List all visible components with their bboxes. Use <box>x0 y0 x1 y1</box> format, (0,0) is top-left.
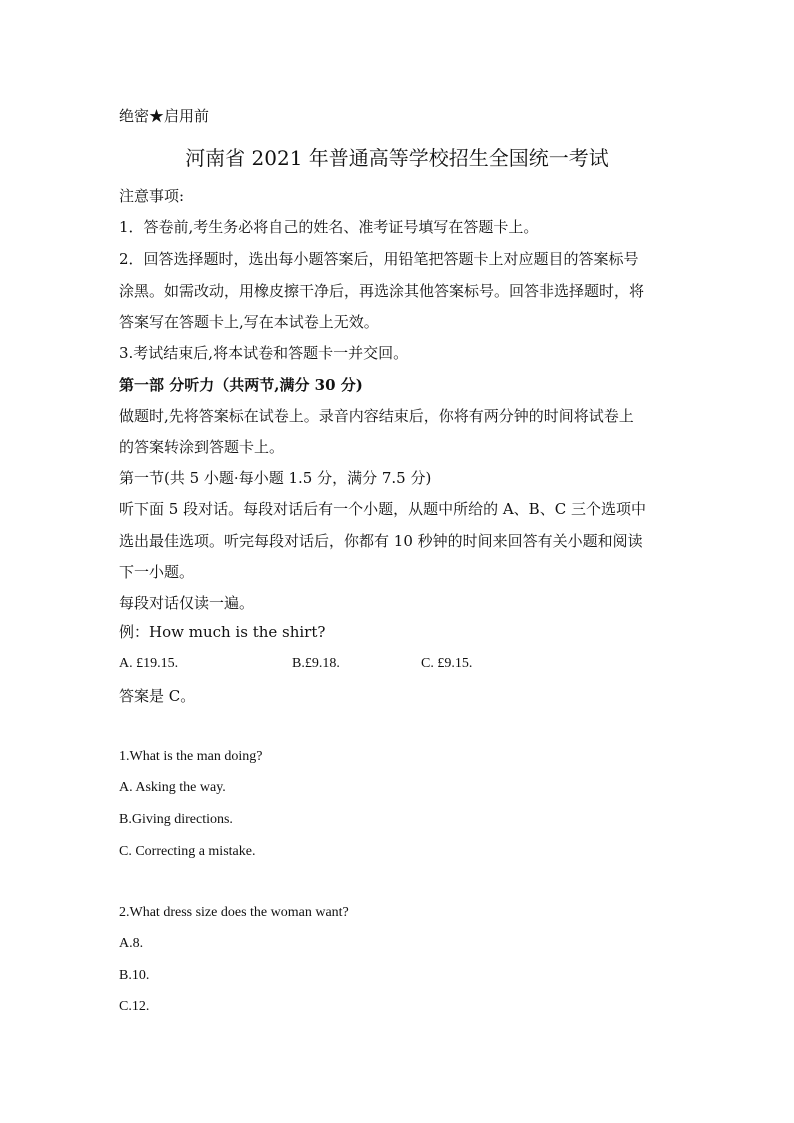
example-question: 例：How much is the shirt? <box>119 623 326 641</box>
part1-intro-line-1: 做题时,先将答案标在试卷上。录音内容结束后，你将有两分钟的时间将试卷上 <box>119 407 634 425</box>
notice-item-2-line-1: 2．回答选择题时，选出每小题答案后，用铅笔把答题卡上对应题目的答案标号 <box>119 250 639 268</box>
notice-item-2-line-2: 涂黑。如需改动，用橡皮擦干净后，再选涂其他答案标号。回答非选择题时，将 <box>119 282 645 300</box>
question-2-option-b: B.10. <box>119 968 150 983</box>
question-1: 1.What is the man doing? <box>119 749 263 764</box>
page-title: 河南省 2021 年普通高等学校招生全国统一考试 <box>185 146 609 170</box>
section1-instruction-line-1: 听下面 5 段对话。每段对话后有一个小题，从题中所给的 A、B、C 三个选项中 <box>119 500 646 518</box>
secret-label: 绝密★启用前 <box>119 107 210 125</box>
question-2: 2.What dress size does the woman want? <box>119 905 349 920</box>
question-1-option-c: C. Correcting a mistake. <box>119 844 256 859</box>
notice-item-2-line-3: 答案写在答题卡上,写在本试卷上无效。 <box>119 313 379 331</box>
section1-instruction-line-3: 下一小题。 <box>119 563 195 581</box>
section1-read-once: 每段对话仅读一遍。 <box>119 594 255 612</box>
section1-heading: 第一节(共 5 小题·每小题 1.5 分，满分 7.5 分) <box>119 469 432 487</box>
example-option-a: A. £19.15. <box>119 656 179 671</box>
question-2-option-c: C.12. <box>119 999 150 1014</box>
example-answer: 答案是 C。 <box>119 687 196 705</box>
section1-instruction-line-2: 选出最佳选项。听完每段对话后，你都有 10 秒钟的时间来回答有关小题和阅读 <box>119 532 643 550</box>
question-2-option-a: A.8. <box>119 936 144 951</box>
notice-heading: 注意事项: <box>119 187 185 205</box>
notice-item-1: 1．答卷前,考生务必将自己的姓名、准考证号填写在答题卡上。 <box>119 218 539 236</box>
notice-item-3: 3.考试结束后,将本试卷和答题卡一并交回。 <box>119 344 409 362</box>
example-option-c: C. £9.15. <box>421 656 473 671</box>
example-option-b: B.£9.18. <box>292 656 340 671</box>
question-1-option-b: B.Giving directions. <box>119 812 233 827</box>
part1-intro-line-2: 的答案转涂到答题卡上。 <box>119 438 285 456</box>
question-1-option-a: A. Asking the way. <box>119 780 226 795</box>
part1-heading: 第一部 分听力（共两节,满分 30 分) <box>119 376 363 394</box>
